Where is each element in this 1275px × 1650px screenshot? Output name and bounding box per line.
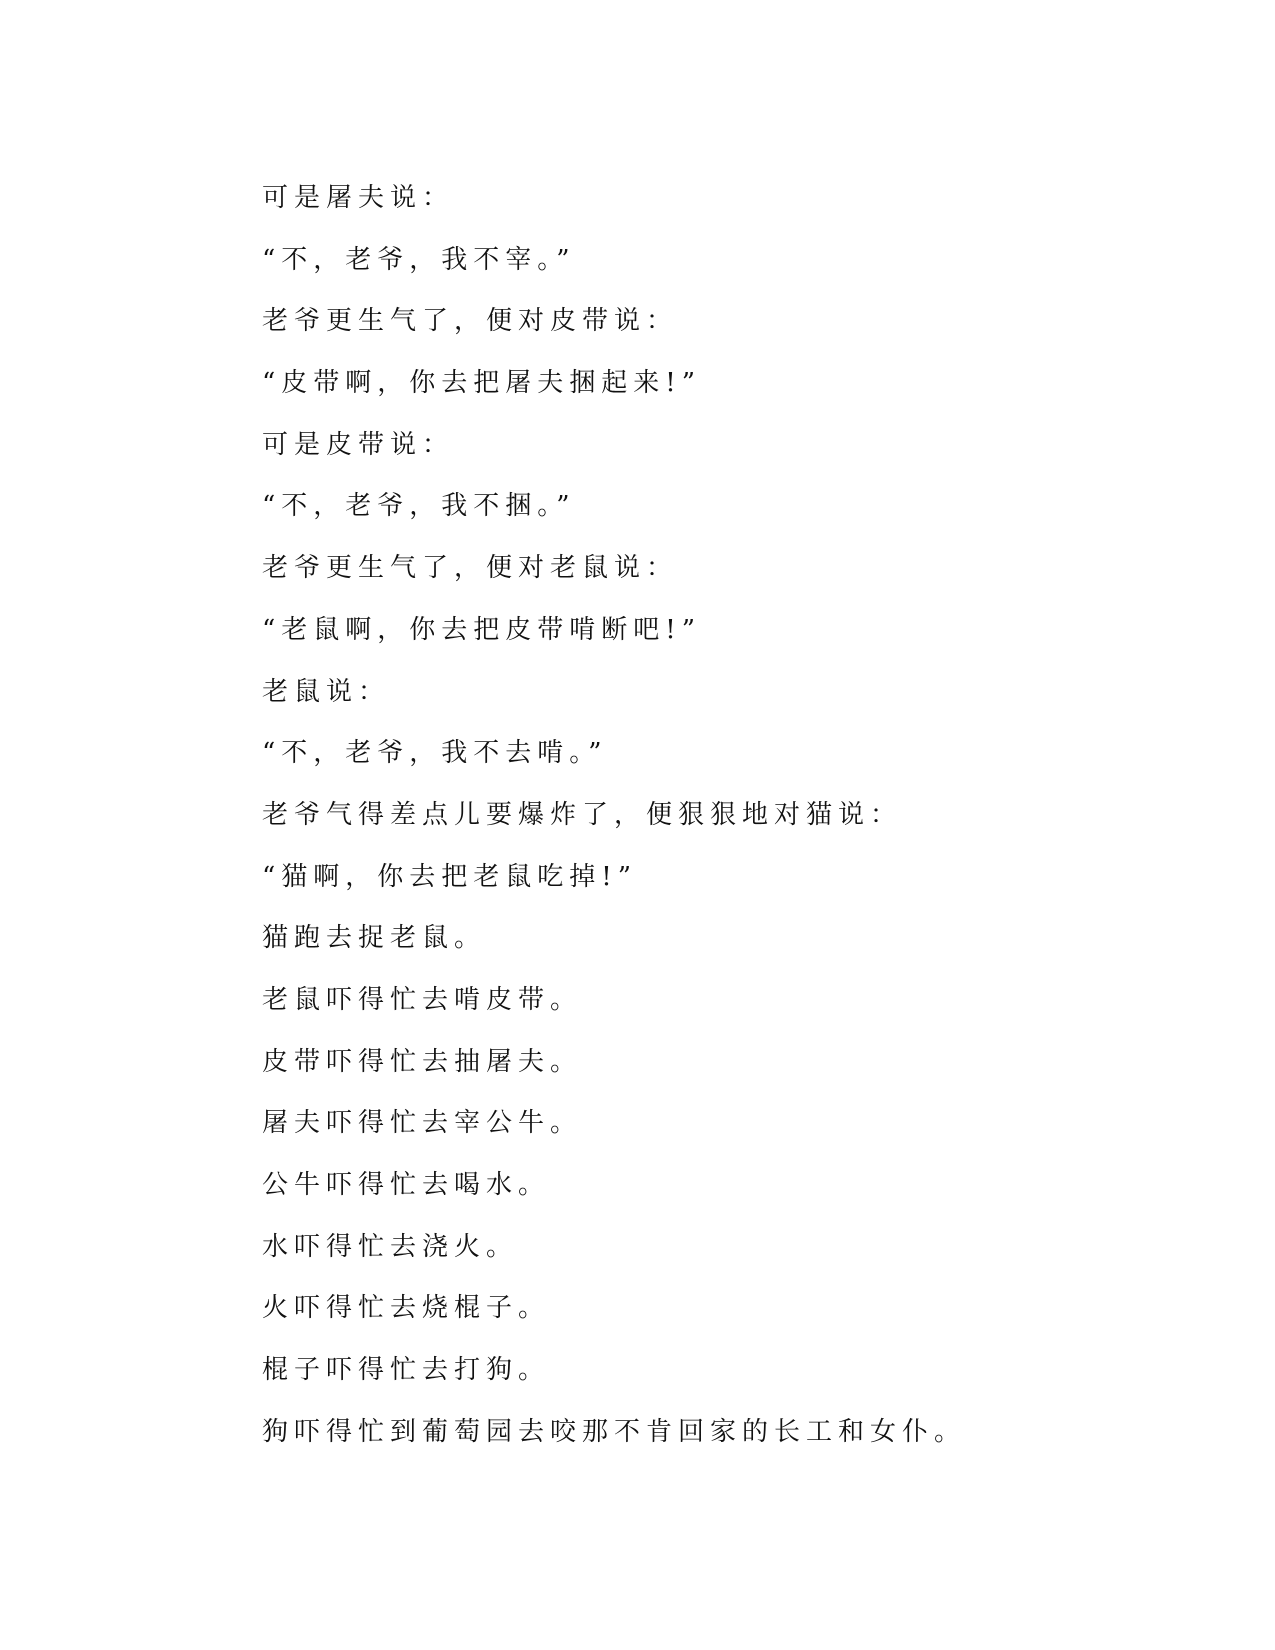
paragraph: “不，老爷，我不捆。” [262,491,576,522]
paragraph: “不，老爷，我不去啃。” [262,738,608,769]
paragraph: “不，老爷，我不宰。” [262,244,576,275]
paragraph: “老鼠啊，你去把皮带啃断吧!” [262,614,702,645]
story-text-block [262,168,1162,1463]
paragraph: 皮带吓得忙去抽屠夫。 [262,1046,583,1077]
paragraph: 水吓得忙去浇火。 [262,1231,519,1262]
paragraph: 公牛吓得忙去喝水。 [262,1170,551,1200]
paragraph: “猫啊，你去把老鼠吃掉!” [262,861,638,892]
paragraph: 老鼠吓得忙去啃皮带。 [262,984,583,1015]
paragraph: 老鼠说： [262,676,391,707]
paragraph: 老爷气得差点儿要爆炸了，便狠狠地对猫说： [262,799,903,830]
paragraph: 可是屠夫说： [262,183,455,213]
paragraph: 狗吓得忙到葡萄园去咬那不肯回家的长工和女仆。 [262,1416,967,1447]
paragraph: 猫跑去捉老鼠。 [262,923,487,954]
paragraph: 老爷更生气了，便对老鼠说： [262,553,679,584]
paragraph: 棍子吓得忙去打狗。 [262,1355,551,1386]
paragraph: “皮带啊，你去把屠夫捆起来!” [262,368,702,399]
paragraph: 可是皮带说： [262,429,455,460]
paragraph: 老爷更生气了，便对皮带说： [262,306,679,337]
paragraph: 屠夫吓得忙去宰公牛。 [262,1108,583,1139]
paragraph: 火吓得忙去烧棍子。 [262,1293,551,1324]
